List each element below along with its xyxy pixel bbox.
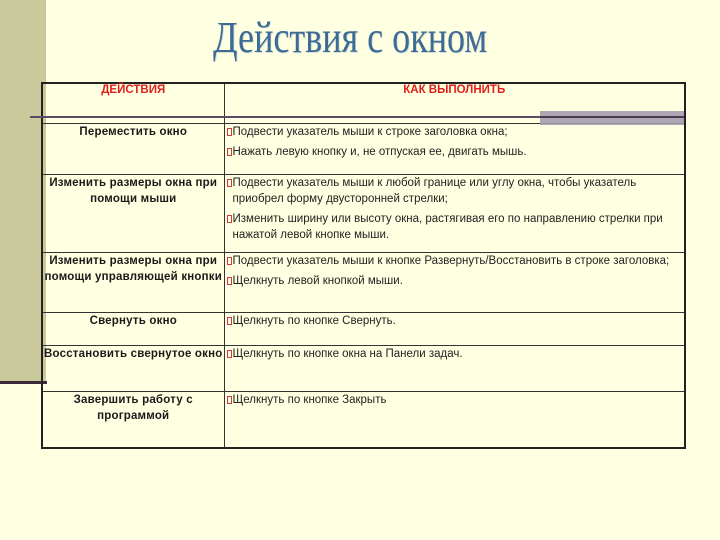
action-cell: Завершить работу с программой <box>42 391 224 448</box>
table-row <box>42 312 685 345</box>
action-cell: Изменить размеры окна при помощи управляющей кнопки <box>42 252 224 312</box>
steps-cell <box>224 345 685 391</box>
step-item: Щелкнуть по кнопке окна на Панели задач. <box>225 346 685 362</box>
table-row <box>42 123 685 174</box>
square-bullet-icon <box>227 396 232 404</box>
slide-title: Действия с окном <box>213 13 488 62</box>
table-row <box>42 252 685 312</box>
square-bullet-icon <box>227 148 232 156</box>
step-item: Изменить ширину или высоту окна, растягивая его по направлению стрелки при нажатой левой кнопке мыши. <box>225 211 685 243</box>
action-cell: Изменить размеры окна при помощи мыши <box>42 174 224 252</box>
step-item: Подвести указатель мыши к строке заголовка окна; <box>225 124 685 140</box>
steps-cell <box>224 312 685 345</box>
action-cell: Свернуть окно <box>42 312 224 345</box>
square-bullet-icon <box>227 350 232 358</box>
steps-cell <box>224 252 685 312</box>
steps-cell <box>224 174 685 252</box>
step-item: Щелкнуть левой кнопкой мыши. <box>225 273 685 289</box>
action-cell: Переместить окно <box>42 123 224 174</box>
square-bullet-icon <box>227 317 232 325</box>
slide-title-container <box>213 14 486 64</box>
action-cell: Восстановить свернутое окно <box>42 345 224 391</box>
sidebar-decoration <box>0 0 46 382</box>
step-item: Щелкнуть по кнопке Закрыть <box>225 392 685 408</box>
square-bullet-icon <box>227 257 232 265</box>
table-row <box>42 391 685 448</box>
column-header-how-to: КАК ВЫПОЛНИТЬ <box>224 83 685 123</box>
square-bullet-icon <box>227 277 232 285</box>
square-bullet-icon <box>227 179 232 187</box>
step-item: Нажать левую кнопку и, не отпуская ее, двигать мышь. <box>225 144 685 160</box>
table-row <box>42 345 685 391</box>
steps-cell <box>224 123 685 174</box>
sidebar-divider-line <box>0 381 47 384</box>
steps-cell <box>224 391 685 448</box>
step-item: Подвести указатель мыши к любой границе или углу окна, чтобы указатель приобрел форму двусторонней стрелки; <box>225 175 685 207</box>
window-actions-table <box>41 82 686 449</box>
step-item: Подвести указатель мыши к кнопке Развернуть/Восстановить в строке заголовка; <box>225 253 685 269</box>
step-item: Щелкнуть по кнопке Свернуть. <box>225 313 685 329</box>
decorative-bar-block <box>540 111 684 125</box>
decorative-bar-line <box>540 116 684 118</box>
column-header-actions: ДЕЙСТВИЯ <box>42 83 224 123</box>
square-bullet-icon <box>227 128 232 136</box>
table-row <box>42 174 685 252</box>
square-bullet-icon <box>227 215 232 223</box>
